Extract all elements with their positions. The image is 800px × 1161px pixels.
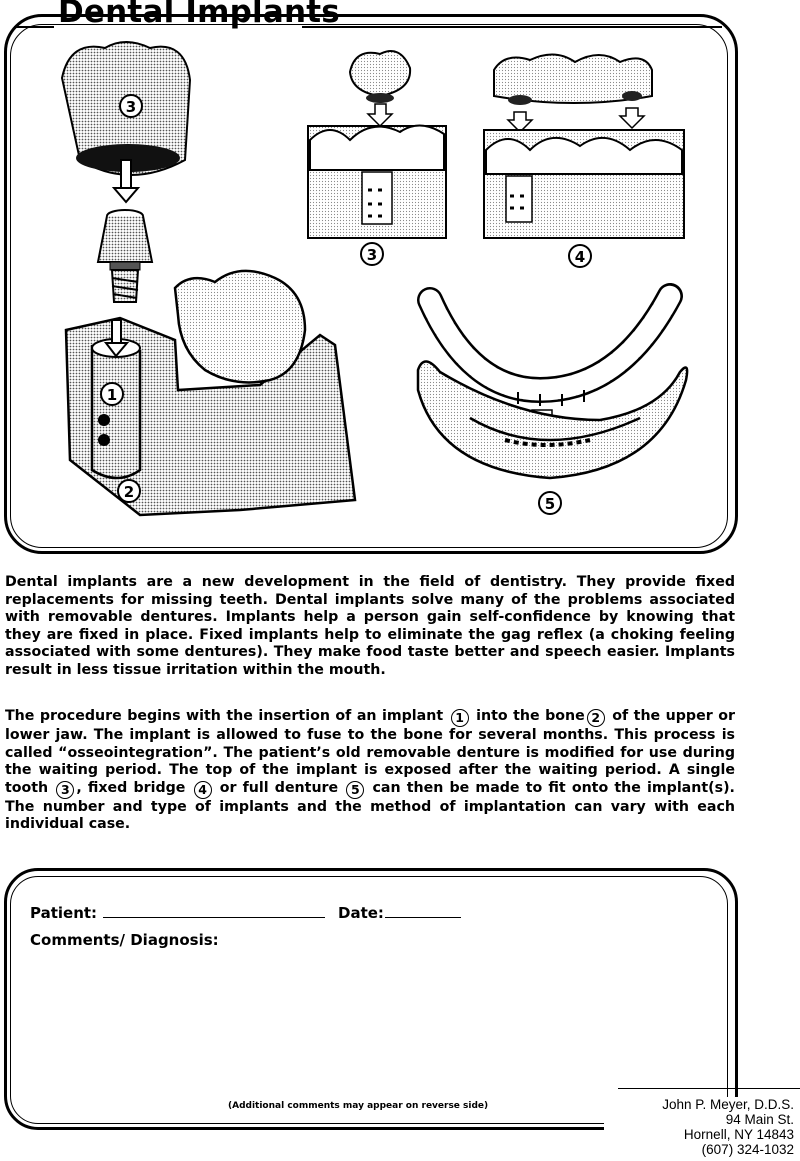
patient-field[interactable] (103, 917, 325, 918)
svg-text:2: 2 (123, 483, 135, 501)
doctor-city: Hornell, NY 14843 (683, 1127, 794, 1142)
svg-text:5: 5 (544, 495, 556, 513)
date-label: Date: (338, 904, 384, 922)
reverse-side-note: (Additional comments may appear on reverse side) (228, 1101, 489, 1111)
page-title: Dental Implants (58, 0, 340, 30)
patient-label: Patient: (30, 904, 98, 922)
label-1-implant (101, 383, 123, 405)
date-field[interactable] (385, 917, 461, 918)
label-3-single-tooth (361, 243, 383, 265)
inline-number-4: 4 (194, 781, 212, 799)
label-4-bridge (569, 245, 591, 267)
label-5-denture (539, 492, 561, 514)
doctor-name: John P. Meyer, D.D.S. (662, 1097, 794, 1112)
inline-number-3: 3 (56, 781, 74, 799)
full-denture-drawing (418, 296, 687, 478)
doctor-signature-block (604, 1097, 794, 1157)
procedure-paragraph: The procedure begins with the insertion of an implant 1 into the bone 2 of the upper or lower jaw. The implant is allowed to fuse to the bone for several months. This process is called “osseointegration”. The patient’s old removable denture is modified for use during the waiting period. The top of the implant is exposed after the waiting period. A single tooth 3 , fixed bridge 4 or full denture 5 can then be made to fit onto the implant(s). The number and type of implants and the method of implantation can vary with each individual case. (5, 708, 735, 833)
inline-number-1: 1 (451, 709, 469, 727)
comments-label: Comments/ Diagnosis: (30, 931, 219, 949)
doctor-phone: (607) 324-1032 (701, 1142, 794, 1157)
inline-number-2: 2 (587, 709, 605, 727)
svg-text:4: 4 (574, 248, 586, 266)
intro-paragraph: Dental implants are a new development in the field of dentistry. They provide fixed replacements for missing teeth. Dental implants solve many of the problems associated with removable dentures. Implants help a person gain self-confidence by knowing that they are fixed in place. Fixed implants help to eliminate the gag reflex (a choking feeling associated with some dentures). They make food taste better and speech easier. Implants result in less tissue irritation within the mouth. (5, 574, 735, 678)
svg-text:1: 1 (106, 386, 118, 404)
signature-rule (618, 1088, 800, 1089)
label-3-crown (120, 95, 142, 117)
inline-number-5: 5 (346, 781, 364, 799)
label-2-bone (118, 480, 140, 502)
abutment-drawing (98, 210, 152, 302)
comments-area[interactable] (30, 952, 710, 1092)
single-tooth-drawing (308, 51, 446, 238)
implant-illustration (0, 0, 800, 560)
svg-text:3: 3 (125, 98, 137, 116)
fixed-bridge-drawing (484, 54, 684, 238)
doctor-street: 94 Main St. (725, 1112, 794, 1127)
svg-text:3: 3 (366, 246, 378, 264)
